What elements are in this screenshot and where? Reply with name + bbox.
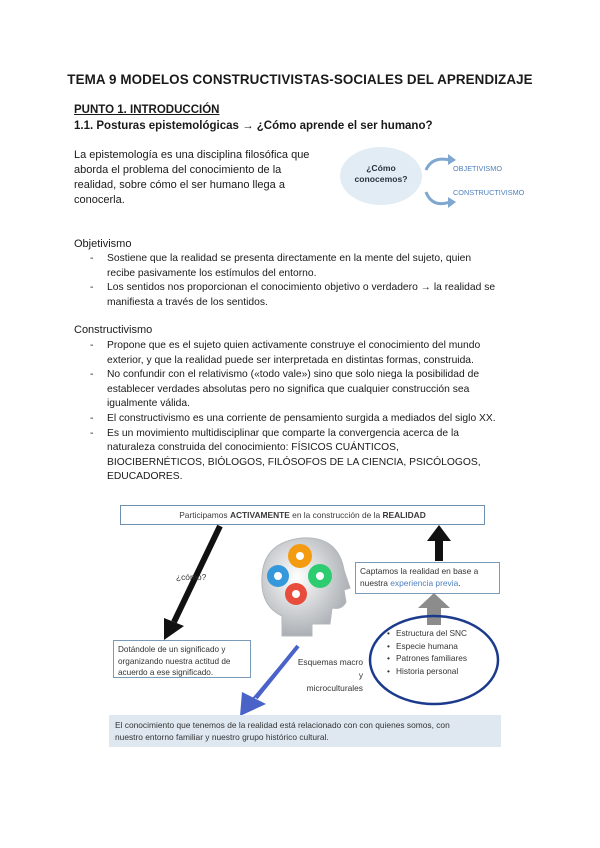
list-item: [90, 412, 496, 427]
list-item: • Patrones familiares: [387, 652, 467, 665]
list-line: - Los sentidos nos proporcionan el conocimiento objetivo o verdadero → la realidad se: [107, 282, 496, 294]
intro-paragraph: [74, 148, 334, 208]
snc-list: [387, 627, 467, 677]
list-line: igualmente válida.: [107, 398, 190, 410]
list-item: [90, 281, 495, 310]
gear-blue: [267, 565, 289, 587]
list-item: [90, 427, 496, 485]
top-bold: REALIDAD: [382, 510, 426, 520]
list-line: - El constructivismo es una corriente de pensamiento surgida a mediados del siglo XX.: [107, 412, 496, 424]
list-item: • Historia personal: [387, 665, 467, 678]
section-heading: PUNTO 1. INTRODUCCIÓN: [74, 104, 220, 116]
captamos-text: nuestra: [360, 577, 391, 588]
diagram-bottom-box: [109, 715, 501, 747]
gear-green: [308, 564, 332, 588]
diagonal-arrow-icon: [150, 522, 230, 642]
page-title: TEMA 9 MODELOS CONSTRUCTIVISTAS-SOCIALES DEL APRENDIZAJE: [67, 72, 533, 87]
list-item: • Estructura del SNC: [387, 627, 467, 640]
list-line: - No confundir con el relativismo («todo vale») sino que solo niega la posibilidad de: [107, 369, 480, 381]
list-line: EDUCADORES.: [107, 471, 183, 483]
list-line: exterior, y que la realidad puede ser interpretada en distintas formas, construida.: [107, 354, 474, 366]
head-gears-icon: [252, 528, 357, 643]
list-item: • Especie humana: [387, 640, 467, 653]
bubble-line: ¿Cómo: [366, 163, 396, 173]
curved-arrows-icon: [418, 150, 458, 214]
intro-line: La epistemología es una disciplina filosófica que: [74, 149, 310, 161]
objetivismo-label: OBJETIVISMO: [453, 164, 503, 173]
top-text: Participamos: [179, 510, 230, 520]
esquemas-line: microculturales: [306, 683, 363, 693]
list-item: [90, 368, 496, 412]
objetivismo-heading: Objetivismo: [74, 238, 132, 250]
esquemas-line: Esquemas macro y: [297, 657, 363, 680]
list-item: [90, 339, 496, 368]
list-item: [90, 252, 495, 281]
list-line: establecer verdades absolutas pero no significa que cualquier construcción sea: [107, 383, 470, 395]
list-line: recibe pasivamente los estímulos del entorno.: [107, 267, 317, 279]
intro-line: aborda el problema del conocimiento de la: [74, 164, 282, 176]
list-line: - Propone que es el sujeto quien activamente construye el conocimiento del mundo: [107, 340, 481, 351]
dotandole-line: organizando nuestra actitud de: [118, 656, 231, 666]
esquemas-label: [293, 656, 363, 695]
list-line: - Es un movimiento multidisciplinar que comparte la convergencia acerca de la: [107, 427, 459, 439]
dotandole-line: acuerdo a ese significado.: [118, 668, 214, 677]
constructivismo-label: CONSTRUCTIVISMO: [453, 188, 525, 197]
constructivismo-heading: Constructivismo: [74, 324, 153, 336]
objetivismo-list: [90, 252, 495, 310]
bottom-line: nuestro entorno familiar y nuestro grupo histórico cultural.: [115, 732, 329, 742]
captamos-line: [360, 578, 495, 590]
intro-line: conocerla.: [74, 194, 125, 206]
como-label: ¿cómo?: [176, 572, 207, 582]
bottom-line: El conocimiento que tenemos de la realidad está relacionado con con quienes somos, con: [115, 720, 450, 730]
captamos-highlight: experiencia previa: [390, 577, 459, 588]
list-line: naturaleza construida del conocimiento: FÍSICOS CUÁNTICOS,: [107, 442, 399, 454]
list-line: BIOCIBERNÉTICOS, BIÓLOGOS, FILÓSOFOS DE LA CIENCIA, PSICÓLOGOS,: [107, 456, 481, 468]
captamos-text: .: [458, 577, 461, 588]
dotandole-line: Dotándole de un significado y: [118, 645, 226, 654]
subsection-heading: 1.1. Posturas epistemológicas → ¿Cómo aprende el ser humano?: [74, 120, 433, 132]
bubble-text: [340, 163, 422, 185]
top-text: en la construcción de la: [289, 510, 383, 520]
list-line: manifiesta a través de los sentidos.: [107, 296, 268, 308]
up-arrow-icon: [424, 523, 454, 563]
captamos-box: [355, 562, 500, 594]
dotandole-box: [113, 640, 251, 678]
top-bold: ACTIVAMENTE: [229, 510, 290, 520]
gear-red: [285, 583, 307, 605]
bubble-line: conocemos?: [354, 174, 408, 184]
captamos-line: Captamos la realidad en base a: [360, 566, 479, 576]
intro-line: realidad, sobre cómo el ser humano llega a: [74, 179, 285, 191]
constructivismo-list: [90, 339, 496, 485]
gear-orange: [288, 544, 312, 568]
list-line: - Sostiene que la realidad se presenta directamente en la mente del sujeto, quien: [107, 253, 472, 264]
